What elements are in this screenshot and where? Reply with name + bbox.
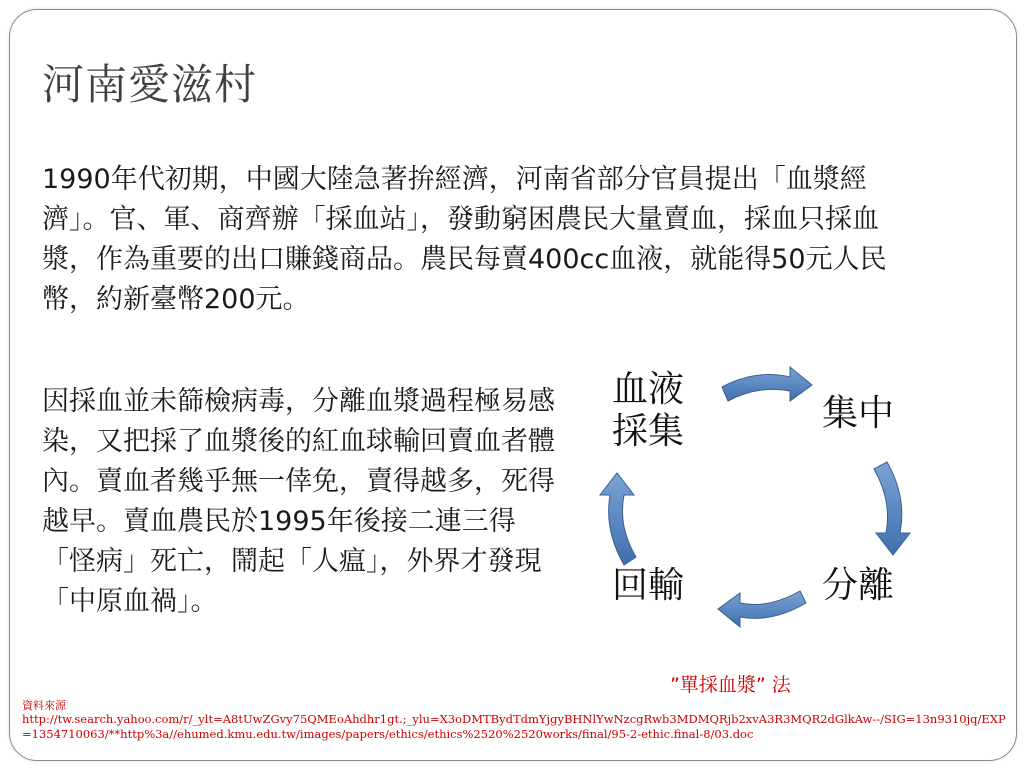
cycle-step-collect [612,369,684,453]
slide-title: 河南愛滋村 [42,60,258,109]
cycle-step-collect-line2: 採集 [612,411,685,452]
arrow-collect-to-concentrate [722,367,812,401]
arrow-return-to-collect [600,473,636,565]
cycle-step-concentrate: 集中 [822,393,895,434]
cycle-step-separate: 分離 [822,565,895,606]
source-link[interactable]: http://tw.search.yahoo.com/r/_ylt=A8tUwZGvy75QMEoAhdhr1gt.;_ylu=X3oDMTBydTdmYjgyBHNlYwNzcgRwb3MDMQRjb2xvA3R3MQR2dGlkAw--/SIG=13n9310jq/EXP=1354710063/**http%3a//ehumed.kmu.edu.tw/images/papers/ethics/ethics%2520%2520works/final/95-2-ethic.final-8/03.doc [22,712,1006,741]
body-paragraph-1: 1990年代初期，中國大陸急著拚經濟，河南省部分官員提出「血漿經濟」。官、軍、商齊辦「採血站」，發動窮困農民大量賣血，採血只採血漿，作為重要的出口賺錢商品。農民每賣400cc血液，就能得50元人民幣，約新臺幣200元。 [42,164,887,315]
arrow-separate-to-return [718,591,806,627]
cycle-step-collect-line1: 血液 [612,369,685,410]
cycle-step-return: 回輸 [612,565,685,606]
diagram-caption: ”單採血漿” 法 [670,674,791,696]
arrow-concentrate-to-separate [874,462,910,555]
source-label: 資料來源 [22,699,66,712]
cycle-diagram [580,355,920,655]
body-paragraph-2: 因採血並未篩檢病毒，分離血漿過程極易感染，又把採了血漿後的紅血球輸回賣血者體內。賣血者幾乎無一倖免，賣得越多，死得越早。賣血農民於1995年後接二連三得「怪病」死亡，鬧起「人瘟」，外界才發現「中原血禍」。 [42,386,555,617]
